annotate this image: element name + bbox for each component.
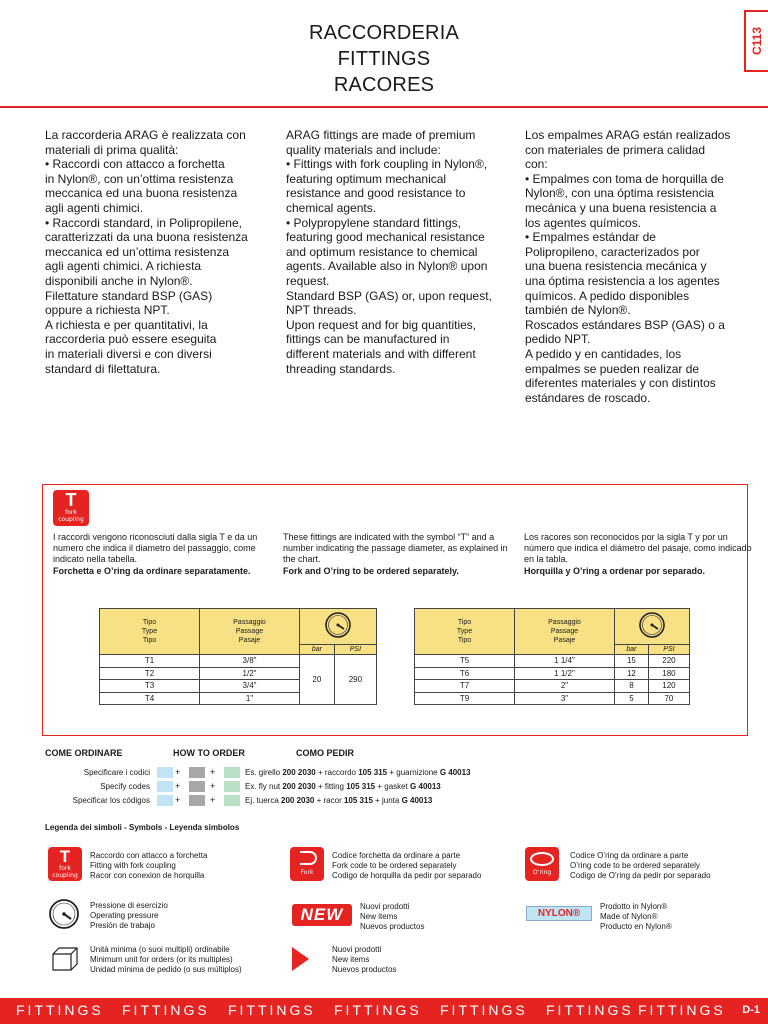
table-cell-passage: 1/2" (200, 667, 300, 680)
example-pre: Es. girello (245, 768, 283, 777)
table-cell-psi: 220 (648, 655, 689, 668)
order-row-en (45, 781, 745, 794)
title-line-en: FITTINGS (337, 48, 431, 70)
order-row-it (45, 767, 745, 780)
swatch-gasket (224, 795, 240, 806)
nylon-badge-icon: NYLON® (526, 906, 592, 921)
table-cell-passage: 3" (515, 692, 615, 705)
table-cell-bar: 12 (615, 667, 649, 680)
table-cell-bar: 15 (615, 655, 649, 668)
legend-fork-code-text: Codice forchetta da ordinare a parte Fork code to be ordered separately Codigo de horquilla da pedir por separado (332, 851, 482, 880)
plus-sign: + (175, 767, 181, 777)
legend-title: Legenda dei simboli - Symbols - Leyenda simbolos (45, 823, 240, 832)
page-title (0, 20, 768, 98)
pressure-gauge-icon (48, 898, 80, 930)
example-code-1: 200 2030 (282, 768, 316, 777)
plus-sign: + (210, 795, 216, 805)
table-cell-tipo: T2 (100, 667, 200, 680)
page-code-label: C113 (750, 26, 764, 56)
how-to-order-heading-it: COME ORDINARE (45, 748, 123, 758)
example-code-2: 105 315 (343, 796, 373, 805)
title-line-es: RACORES (333, 74, 435, 96)
legend-box-icon (50, 945, 80, 975)
fork-coupling-icon (48, 847, 82, 881)
col-header-bar: bar (615, 645, 649, 655)
order-example (245, 796, 432, 805)
footer-word: FITTINGS (638, 1002, 726, 1018)
table-cell-tipo: T6 (415, 667, 515, 680)
note-italian (53, 532, 283, 577)
table-cell-tipo: T1 (100, 655, 200, 668)
legend-new-triangle-icon (290, 946, 310, 976)
legend-new-products-text: Nuovi prodotti New items Nuevos productos (332, 945, 397, 974)
pressure-gauge-icon (638, 611, 666, 639)
col-header-passage: Passaggio Passage Pasaje (515, 609, 615, 655)
example-mid-1: + raccordo (315, 768, 359, 777)
footer-word: FITTINGS (546, 1002, 634, 1018)
pressure-header (300, 609, 377, 645)
pressure-gauge-icon (324, 611, 352, 639)
fork-coupling-caption: fork coupling (52, 865, 78, 879)
order-label: Specificare i codici (83, 768, 150, 777)
example-pre: Ej. tuerca (245, 796, 282, 805)
note-es-bold: Horquilla y O’ring a ordenar por separado. (524, 565, 706, 576)
swatch-gasket (224, 767, 240, 778)
example-mid-1: + racor (314, 796, 344, 805)
fork-coupling-letter: T (59, 847, 71, 866)
order-example (245, 768, 471, 777)
legend-fork-coupling-text: Raccordo con attacco a forchetta Fitting with fork coupling Racor con conexion de horquilla (90, 851, 208, 880)
footer-word: FITTINGS (16, 1002, 104, 1018)
order-label: Specify codes (100, 782, 150, 791)
fork-code-icon (290, 847, 324, 881)
table-cell-psi: 290 (334, 655, 376, 705)
footer-word: FITTINGS (440, 1002, 528, 1018)
swatch-fly-nut (157, 781, 173, 792)
order-row-es (45, 795, 745, 808)
col-header-psi: PSI (648, 645, 689, 655)
legend-new-text: Nuovi prodotti New items Nuevos productos (360, 902, 425, 931)
example-mid-1: + fitting (315, 782, 347, 791)
note-en-bold: Fork and O’ring to be ordered separately. (283, 565, 459, 576)
title-divider (0, 106, 768, 108)
footer-page-number: D-1 (742, 1004, 760, 1016)
legend-nylon-text: Prodotto in Nylon® Made of Nylon® Producto en Nylon® (600, 902, 672, 931)
oring-shape-icon (525, 847, 559, 869)
order-example (245, 782, 441, 791)
footer-bar (0, 998, 768, 1024)
legend-pressure-text: Pressione di esercizio Operating pressure Presión de trabajo (90, 901, 168, 930)
plus-sign: + (175, 781, 181, 791)
table-cell-tipo: T7 (415, 680, 515, 693)
footer-word: FITTINGS (122, 1002, 210, 1018)
table-cell-bar: 20 (300, 655, 335, 705)
swatch-fly-nut (157, 767, 173, 778)
red-triangle-icon (290, 946, 310, 972)
table-cell-tipo: T3 (100, 680, 200, 693)
col-header-psi: PSI (334, 645, 376, 655)
table-cell-passage: 3/4" (200, 680, 300, 693)
new-badge-icon: NEW (292, 904, 352, 926)
col-header-tipo: Tipo Type Tipo (415, 609, 515, 655)
note-it-bold: Forchetta e O’ring da ordinare separatamente. (53, 565, 251, 576)
plus-sign: + (175, 795, 181, 805)
table-cell-tipo: T9 (415, 692, 515, 705)
plus-sign: + (210, 767, 216, 777)
how-to-order-heading-es: COMO PEDIR (296, 748, 355, 758)
table-cell-bar: 5 (615, 692, 649, 705)
example-mid-2: + guarnizione (387, 768, 440, 777)
fork-shape-icon (290, 847, 324, 869)
title-line-it: RACCORDERIA (309, 22, 459, 44)
intro-english: ARAG fittings are made of premium quality materials and include: • Fittings with fork coupling in Nylon®, featuring optimum mechanical resistance and good resistance to chemical agents. • Polypropylene standard fittings, featuring good mechanical resistance and optimum resistance to chemical agents. Available also in Nylon® upon request. Standard BSP (GAS) or, upon request, NPT threads. Upon request and for big quantities, fittings can be manufactured in different materials and with different threading standards. (286, 128, 492, 376)
legend-pressure-icon (48, 898, 80, 934)
example-code-3: G 40013 (401, 796, 433, 805)
note-spanish (524, 532, 754, 577)
note-english (283, 532, 513, 577)
note-es-text: Los racores son reconocidos por la sigla T y por un número que indica el diámetro del pasaje, como indicado en la tabla. (524, 532, 752, 565)
example-code-1: 200 2030 (281, 796, 315, 805)
type-table-right (414, 608, 690, 705)
example-code-2: 105 315 (358, 768, 388, 777)
table-cell-passage: 2" (515, 680, 615, 693)
t-badge-caption: fork coupling (58, 509, 84, 523)
example-code-3: G 40013 (410, 782, 441, 791)
order-label: Specificar los códigos (72, 796, 150, 805)
col-header-passage: Passaggio Passage Pasaje (200, 609, 300, 655)
t-fork-coupling-icon (53, 490, 89, 526)
footer-word: FITTINGS (334, 1002, 422, 1018)
table-cell-passage: 1 1/4" (515, 655, 615, 668)
note-en-text: These fittings are indicated with the symbol “T” and a number indicating the passage diameter, as explained in the chart. (283, 532, 508, 565)
col-header-tipo: Tipo Type Tipo (100, 609, 200, 655)
intro-italian: La raccorderia ARAG è realizzata con materiali di prima qualità: • Raccordi con attacco a forchetta in Nylon®, con un’ottima resistenza meccanica ed una buona resistenza agli agenti chimici. • Raccordi standard, in Polipropilene, caratterizzati da una buona resistenza meccanica ed un’ottima resistenza agli agenti chimici. A richiesta disponibili anche in Nylon®. Filettature standard BSP (GAS) oppure a richiesta NPT. A richiesta e per quantitativi, la raccorderia può essere eseguita in materiali diversi e con diversi standard di filettatura. (45, 128, 248, 376)
example-code-1: 200 2030 (282, 782, 316, 791)
table-cell-psi: 120 (648, 680, 689, 693)
t-badge-letter: T (65, 490, 77, 510)
table-cell-psi: 70 (648, 692, 689, 705)
page-code-tab (744, 10, 768, 72)
note-it-text: I raccordi vengono riconosciuti dalla sigla T e da un numero che indica il diametro del passaggio, come indicato nella tabella. (53, 532, 258, 565)
example-code-3: G 40013 (439, 768, 471, 777)
table-cell-passage: 1" (200, 692, 300, 705)
swatch-fitting (189, 767, 205, 778)
legend-min-unit-text: Unità minima (o suoi multipli) ordinabile Minimum unit for orders (or its multiples) Unidad mínima de pedido (o sus múltiplos) (90, 945, 242, 974)
legend-oring-code-text: Codice O’ring da ordinare a parte O’ring code to be ordered separately Codigo de O’ring da pedir por separado (570, 851, 711, 880)
how-to-order-heading-en: HOW TO ORDER (173, 748, 245, 758)
swatch-gasket (224, 781, 240, 792)
oring-code-label: O’ring (532, 869, 552, 876)
table-cell-bar: 8 (615, 680, 649, 693)
table-cell-passage: 1 1/2" (515, 667, 615, 680)
example-mid-2: + junta (372, 796, 402, 805)
pressure-header (615, 609, 690, 645)
table-cell-tipo: T5 (415, 655, 515, 668)
table-cell-psi: 180 (648, 667, 689, 680)
swatch-fly-nut (157, 795, 173, 806)
package-box-icon (50, 945, 80, 971)
table-cell-passage: 3/8" (200, 655, 300, 668)
table-cell-tipo: T4 (100, 692, 200, 705)
plus-sign: + (210, 781, 216, 791)
swatch-fitting (189, 781, 205, 792)
oring-code-icon (525, 847, 559, 881)
col-header-bar: bar (300, 645, 335, 655)
swatch-fitting (189, 795, 205, 806)
example-code-2: 105 315 (346, 782, 376, 791)
example-pre: Ex. fly nut (245, 782, 283, 791)
example-mid-2: + gasket (375, 782, 411, 791)
footer-word: FITTINGS (228, 1002, 316, 1018)
fork-code-label: Fork (300, 869, 314, 876)
intro-spanish: Los empalmes ARAG están realizados con materiales de primera calidad con: • Empalmes con toma de horquilla de Nylon®, con una óptima resistencia mecánica y una buena resistencia a los agentes químicos. • Empalmes estándar de Polipropileno, caracterizados por una buena resistencia mecánica y una óptima resistencia a los agentes químicos. A pedido disponibles también de Nylon®. Roscados estándares BSP (GAS) o a pedido NPT. A pedido y en cantidades, los empalmes se pueden realizar de diferentes materiales y con distintos estándares de roscado. (525, 128, 731, 405)
type-table-left (99, 608, 377, 705)
